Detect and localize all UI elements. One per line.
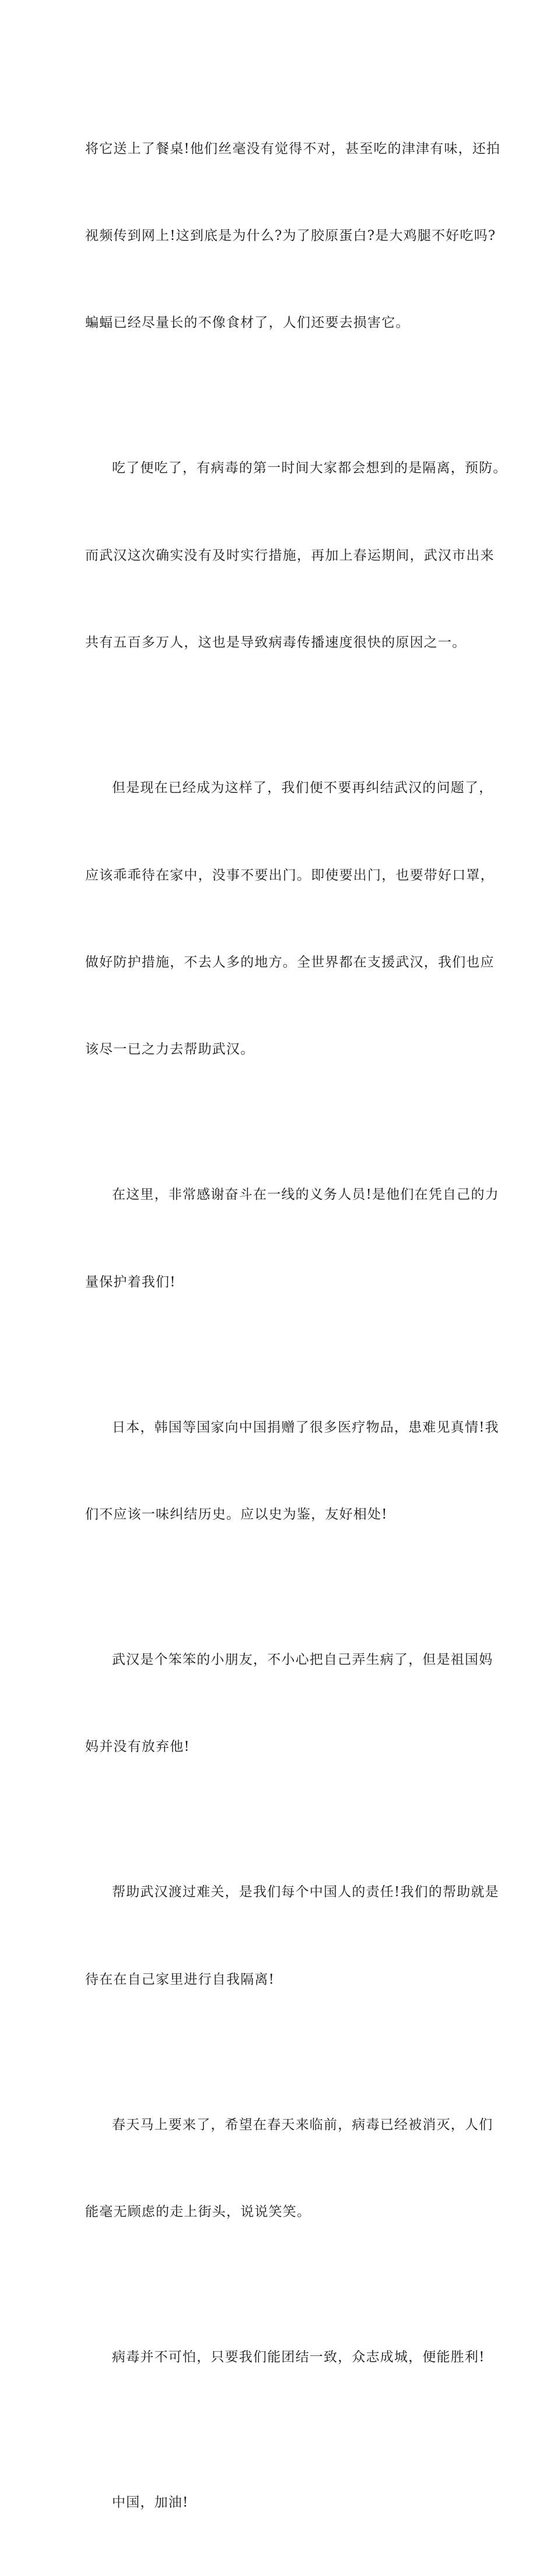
- text-line: 中国，加油!: [112, 2495, 189, 2511]
- paragraph-4: [85, 1123, 499, 1355]
- text-line: 武汉是个笨笨的小朋友，不小心把自己弄生病了，但是祖国妈: [112, 1652, 493, 1668]
- text-line: 能毫无顾虑的走上街头，说说笑笑。: [85, 2204, 311, 2220]
- text-line: 做好防护措施，不去人多的地方。全世界都在支援武汉，我们也应: [85, 954, 495, 970]
- text-line: 视频传到网上!这到底是为什么?为了胶原蛋白?是大鸡腿不好吃吗?: [85, 228, 496, 243]
- paragraph-9: [85, 2285, 485, 2431]
- paragraph-10: [85, 2431, 476, 2576]
- paragraph-2: [85, 396, 507, 716]
- paragraph-3: [85, 716, 495, 1123]
- text-line: 共有五百多万人，这也是导致病毒传播速度很快的原因之一。: [85, 635, 467, 651]
- text-line: 该尽一已之力去帮助武汉。: [85, 1042, 255, 1057]
- text-line: 病毒并不可怕，只要我们能团结一致，众志成城，便能胜利!: [112, 2350, 485, 2365]
- text-line: 应该乖乖待在家中，没事不要出门。即使要出门，也要带好口罩，: [85, 867, 495, 883]
- text-line: 春天马上要来了，希望在春天来临前，病毒已经被消灭，人们: [112, 2117, 493, 2132]
- text-line: 日本，韩国等国家向中国捐赠了很多医疗物品，患难见真情!我: [112, 1419, 499, 1435]
- text-line: 但是现在已经成为这样了，我们便不要再纠结武汉的问题了，: [112, 780, 493, 796]
- paragraph-8: [85, 2053, 493, 2285]
- text-line: 帮助武汉渡过难关，是我们每个中国人的责任!我们的帮助就是: [112, 1884, 499, 1900]
- text-line: 在这里，非常感谢奋斗在一线的义务人员!是他们在凭自己的力: [112, 1187, 499, 1203]
- text-line: 妈并没有放弃他!: [85, 1739, 190, 1755]
- text-line: 将它送上了餐桌!他们丝毫没有觉得不对，甚至吃的津津有味，还拍: [85, 141, 501, 156]
- text-line: 们不应该一味纠结历史。应以史为鉴，友好相处!: [85, 1507, 388, 1523]
- text-line: 蝙蝠已经尽量长的不像食材了，人们还要去损害它。: [85, 315, 410, 331]
- text-line: 量保护着我们!: [85, 1274, 176, 1290]
- paragraph-1: [85, 76, 501, 396]
- paragraph-5: [85, 1355, 499, 1587]
- text-line: 待在在自己家里进行自我隔离!: [85, 1971, 275, 1987]
- paragraph-6: [85, 1587, 493, 1820]
- paragraph-7: [85, 1820, 499, 2053]
- text-line: 而武汉这次确实没有及时实行措施，再加上春运期间，武汉市出来: [85, 547, 495, 563]
- text-line: 吃了便吃了，有病毒的第一时间大家都会想到的是隔离，预防。: [112, 460, 507, 476]
- document-body: [85, 76, 507, 2576]
